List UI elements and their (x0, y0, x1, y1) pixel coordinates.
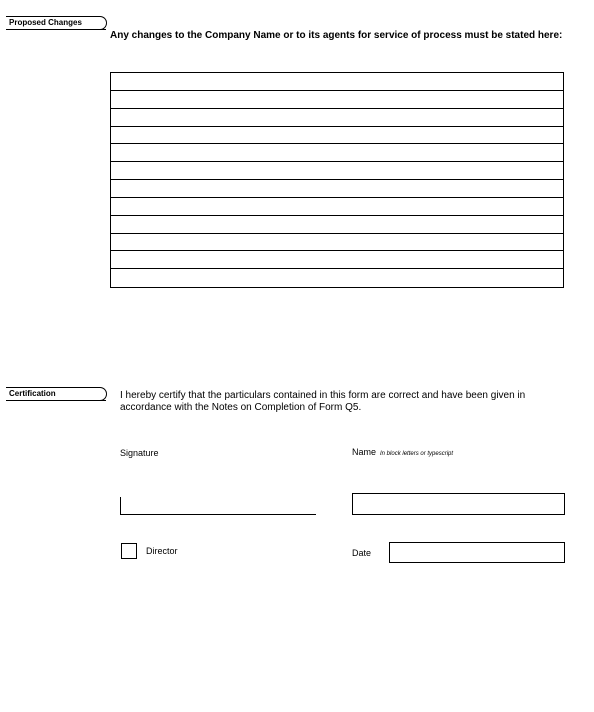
name-field[interactable] (352, 493, 565, 515)
proposed-changes-tab (6, 16, 107, 30)
ruled-line (111, 268, 563, 269)
ruled-line (111, 215, 563, 216)
proposed-changes-lines[interactable] (110, 72, 564, 288)
ruled-line (111, 143, 563, 144)
proposed-changes-instruction: Any changes to the Company Name or to its agents for service of process must be stated here: (110, 30, 563, 41)
ruled-line (111, 250, 563, 251)
ruled-line (111, 126, 563, 127)
ruled-line (111, 108, 563, 109)
name-label-group (352, 447, 453, 459)
ruled-line (111, 197, 563, 198)
signature-field[interactable] (120, 497, 316, 515)
director-label: Director (146, 546, 178, 556)
ruled-line (111, 90, 563, 91)
date-label: Date (352, 548, 372, 558)
ruled-line (111, 161, 563, 162)
ruled-line (111, 179, 563, 180)
name-label: Name (352, 447, 377, 457)
proposed-changes-tab-label: Proposed Changes (9, 18, 82, 27)
name-hint: In block letters or typescript (380, 451, 454, 457)
director-checkbox[interactable] (121, 543, 137, 559)
date-field[interactable] (389, 542, 565, 563)
certification-tab (6, 387, 107, 401)
certification-statement: I hereby certify that the particulars contained in this form are correct and have been given in accordance with the Notes on Completion of Form Q5. (120, 390, 526, 413)
certification-tab-label: Certification (9, 389, 56, 398)
ruled-line (111, 233, 563, 234)
signature-label: Signature (120, 448, 159, 458)
